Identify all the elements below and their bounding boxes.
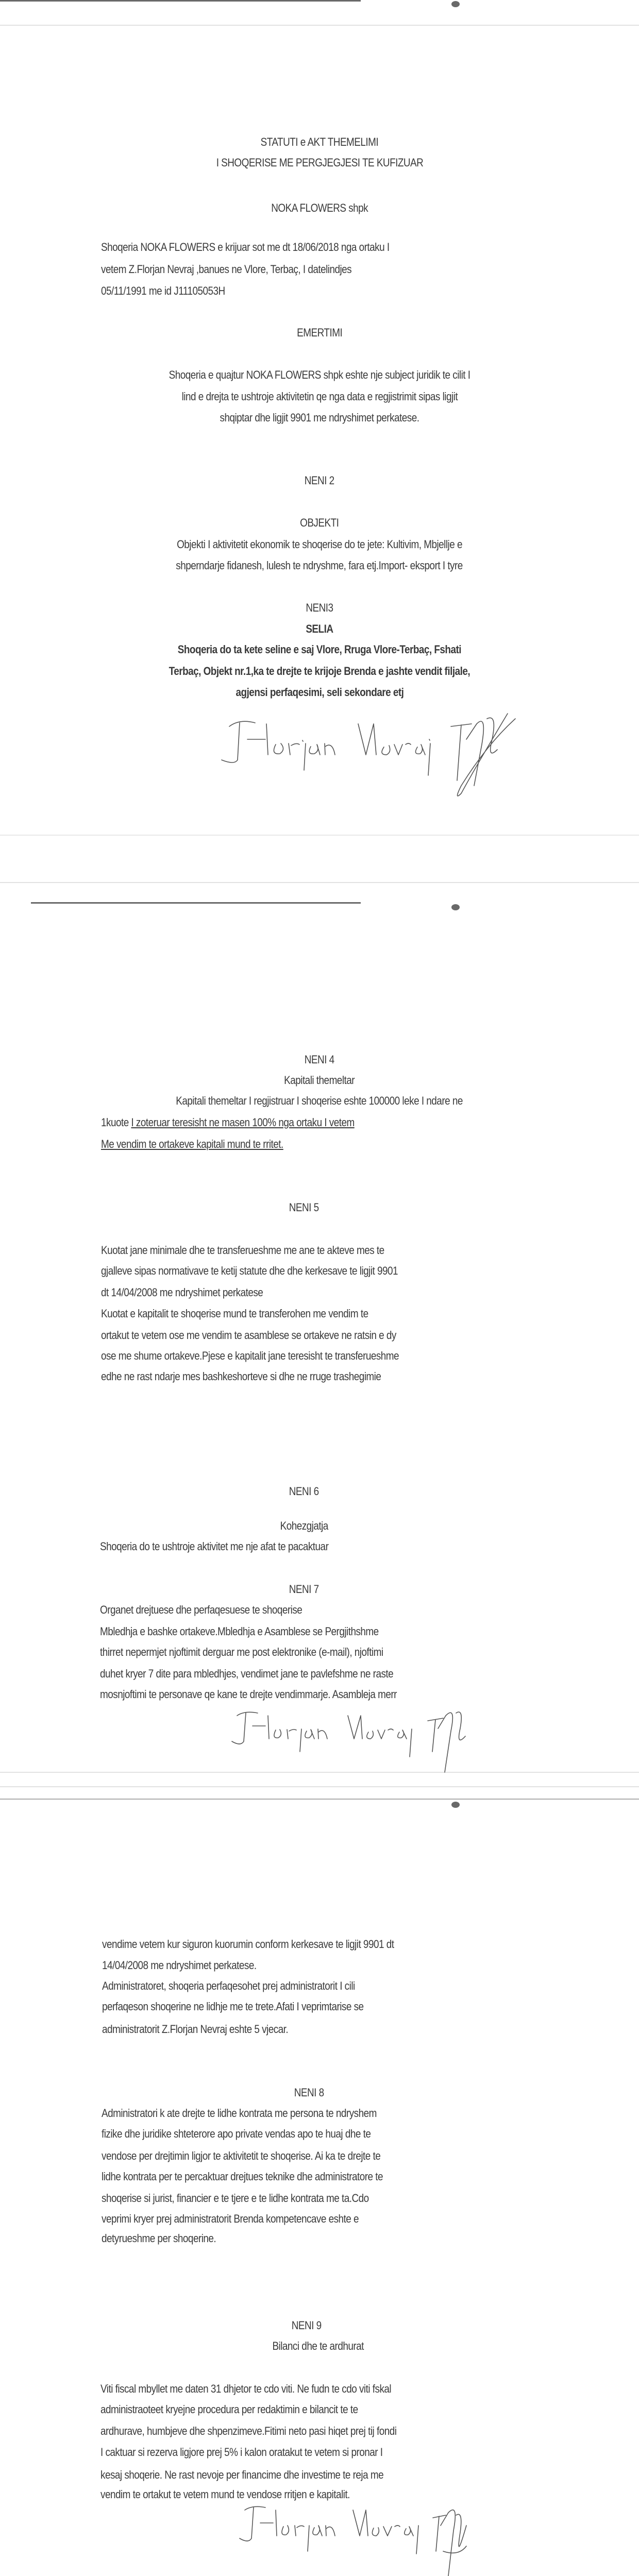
scan-smudge [451,904,460,910]
neni8-line: lidhe kontrata per te percaktuar drejtues teknike dhe administratore te [102,2170,383,2183]
article-subheading-selia: SELIA [306,622,333,635]
neni7-continued-line: perfaqeson shoqerine ne lidhje me te trete.Afati I veprimtarise se [102,2000,364,2013]
neni9-line: Viti fiscal mbyllet me daten 31 dhjetor te cdo viti. Ne fudn te cdo viti fskal [100,2382,392,2395]
scan-fold-line [0,882,639,883]
document-subtitle: I SHOQERISE ME PERGJEGJESI TE KUFIZUAR [216,156,423,169]
article-subheading-bilanci: Bilanci dhe te ardhurat [272,2340,364,2352]
emertimi-line: Shoqeria e quajtur NOKA FLOWERS shpk eshte nje subject juridik te cilit I [169,368,470,381]
article-heading-neni-5: NENI 5 [289,1201,319,1214]
scan-fold-line [0,1786,639,1787]
scan-fold-line [0,25,639,26]
article-heading-neni-9: NENI 9 [292,2319,322,2332]
article-heading-neni-6: NENI 6 [289,1485,319,1498]
section-heading-emertimi: EMERTIMI [296,326,343,339]
neni8-line: shoqerise si jurist, financier e te tjere e te lidhe kontrata me ta.Cdo [102,2192,369,2205]
neni5-line: ose me shume ortakeve.Pjese e kapitalit jane teresisht te transferueshme [101,1349,399,1362]
neni5-line: Kuotat e kapitalit te shoqerise mund te transferohen me vendim te [101,1307,368,1320]
neni8-line: Administratori k ate drejte te lidhe kontrata me persona te ndryshem [102,2107,377,2120]
neni4-underlined-text: I zoteruar teresisht ne masen 100% nga ortaku I vetem [131,1116,355,1129]
emertimi-line: lind e drejta te ushtroje aktivitetin qe nga data e regjistrimit sipas ligjit [181,390,458,403]
company-name: NOKA FLOWERS shpk [271,201,368,214]
neni7-continued-line: Administratoret, shoqeria perfaqesohet prej administratorit I cili [102,1979,355,1992]
neni2-line: Objekti I aktivitetit ekonomik te shoqerise do te jete: Kultivim, Mbjellje e [177,538,462,551]
neni7-line: thirret nepermjet njoftimit derguar me post elektronike (e-mail), njoftimi [100,1646,383,1658]
neni9-line: administraoteet kryejne procedura per redaktimin e bilancit te te [100,2403,358,2416]
neni9-line: vendim te ortakut te vetem mund te vendose rritjen e kapitalit. [100,2488,350,2501]
handwritten-signature [219,703,528,799]
neni4-text: 1kuote [101,1116,131,1129]
intro-line: vetem Z.Florjan Nevraj ,banues ne Vlore, Terbaç, I datelindjes [101,263,352,276]
page-bottom-edge [0,1799,639,1800]
scan-fold-line [0,835,639,836]
scan-top-edge [0,0,361,2]
neni5-line: ortakut te vetem ose me vendim te asamblese se ortakeve ne ratsin e dy [101,1329,396,1342]
article-subheading-kapitali: Kapitali themeltar [284,1074,355,1087]
neni3-line: Shoqeria do ta kete seline e saj Vlore, Rruga Vlore-Terbaç, Fshati [177,643,462,656]
page-2 [0,904,639,1801]
emertimi-line: shqiptar dhe ligjit 9901 me ndryshimet perkatese. [220,411,419,424]
neni7-line: Mbledhja e bashke ortakeve.Mbledhja e Asamblese se Pergjithshme [100,1625,379,1638]
scan-smudge [451,1,460,7]
article-heading-neni-7: NENI 7 [289,1583,319,1596]
page-3 [0,1802,639,2576]
neni5-line: gjalleve sipas normativave te ketij statute dhe dhe kerkesave te ligjit 9901 [101,1264,398,1277]
article-heading-neni-4: NENI 4 [305,1053,334,1066]
neni7-continued-line: 14/04/2008 me ndryshimet perkatese. [102,1959,257,1972]
neni6-line: Shoqeria do te ushtroje aktivitet me nje afat te pacaktuar [100,1540,329,1553]
handwritten-signature [229,1700,477,1775]
neni8-line: veprimi kryer prej administratorit Brenda kompetencave eshte e [102,2212,359,2225]
intro-line: Shoqeria NOKA FLOWERS e krijuar sot me dt 18/06/2018 nga ortaku I [101,241,390,253]
article-heading-neni-8: NENI 8 [294,2086,324,2099]
handwritten-signature [237,2495,474,2576]
document-title: STATUTI e AKT THEMELIMI [260,135,379,148]
article-heading-neni-3: NENI3 [306,601,333,614]
neni7-continued-line: vendime vetem kur siguron kuorumin conform kerkesave te ligjit 9901 dt [102,1938,394,1951]
neni5-line: Kuotat jane minimale dhe te transferueshme me ane te akteve mes te [101,1244,384,1257]
neni4-underlined-line: Me vendim te ortakeve kapitali mund te rritet. [101,1138,283,1150]
neni4-line [101,1115,355,1130]
neni5-line: edhe ne rast ndarje mes bashkeshorteve si dhe ne rruge trashegimie [101,1370,381,1383]
neni8-line: detyrueshme per shoqerine. [102,2232,216,2245]
scan-smudge [451,1802,460,1808]
neni9-line: kesaj shoqerie. Ne rast nevoje per financime dhe investime te reja me [100,2468,384,2481]
article-heading-neni-2: NENI 2 [305,474,334,487]
neni2-line: shperndarje fidanesh, lulesh te ndryshme, fara etj.Import- eksport I tyre [176,559,463,572]
neni7-continued-line: administratorit Z.Florjan Nevraj eshte 5 vjecar. [102,2023,289,2036]
neni7-line: Organet drejtuese dhe perfaqesuese te shoqerise [100,1603,302,1616]
intro-line: 05/11/1991 me id J11105053H [101,284,225,297]
neni8-line: fizike dhe juridike shteterore apo private vendas apo te huaj dhe te [102,2127,371,2140]
neni7-line: mosnjoftimi te personave qe kane te drejte vendimmarje. Asambleja merr [100,1688,397,1701]
neni4-line: Kapitali themeltar I regjistruar I shoqerise eshte 100000 leke I ndare ne [176,1094,463,1107]
neni7-line: duhet kryer 7 dite para mbledhjes, vendimet jane te pavlefshme ne raste [100,1667,394,1680]
neni3-line: Terbaç, Objekt nr.1,ka te drejte te krijoje Brenda e jashte vendit filjale, [169,665,470,677]
article-subheading-kohezgjatja: Kohezgjatja [280,1519,328,1532]
neni5-line: dt 14/04/2008 me ndryshimet perkatese [101,1286,263,1299]
scan-fold-line [0,1772,639,1773]
page-bottom-edge [31,902,361,904]
neni8-line: vendose per drejtimin ligjor te aktivitetit te shoqerise. Ai ka te drejte te [102,2149,381,2162]
page-1 [0,0,639,903]
neni9-line: I caktuar si rezerva ligjore prej 5% i kalon oratakut te vetem si pronar I [100,2446,383,2459]
neni9-line: ardhurave, humbjeve dhe shpenzimeve.Fitimi neto pasi hiqet prej tij fondi [100,2425,397,2437]
neni3-line: agjensi perfaqesimi, seli sekondare etj [236,686,403,699]
article-subheading-objekti: OBJEKTI [300,516,339,529]
